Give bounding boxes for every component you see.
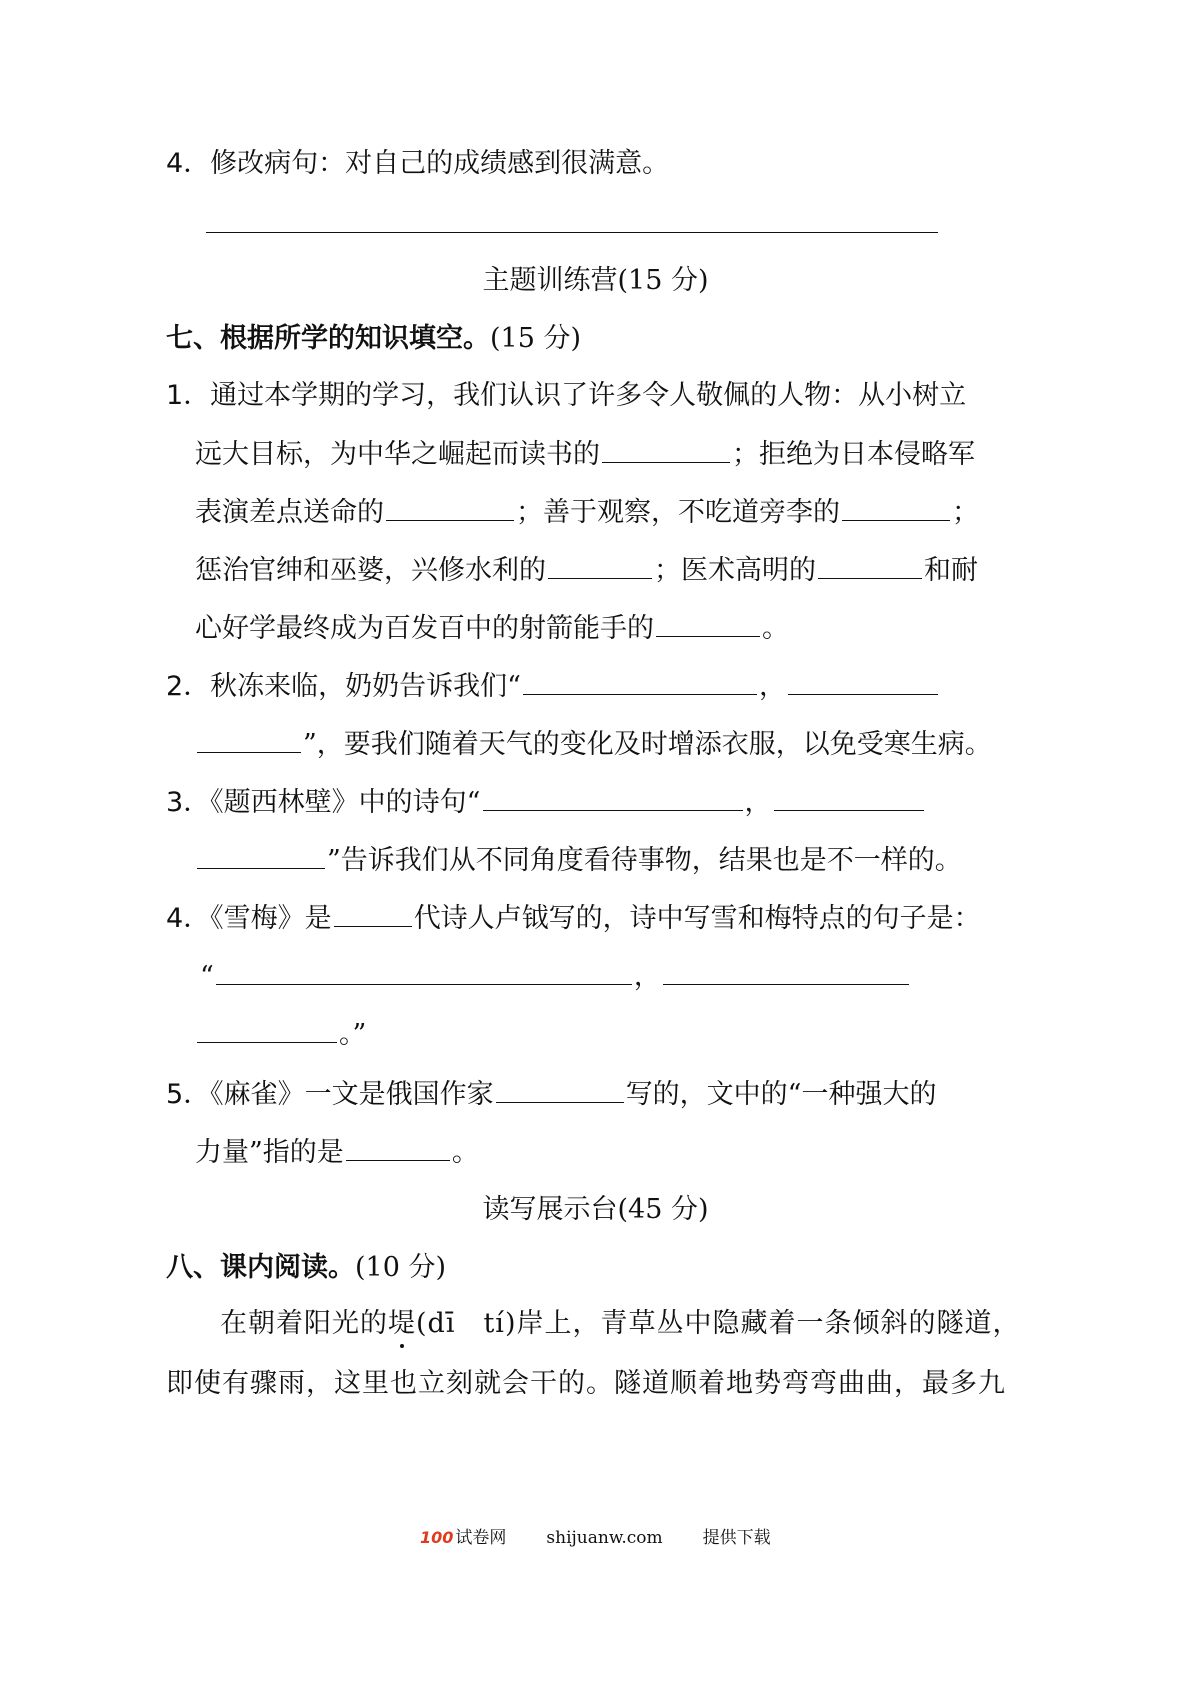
answer-blank[interactable] <box>548 552 652 579</box>
item-text: 。 <box>451 1137 479 1168</box>
q8-points: (10 分) <box>355 1252 447 1283</box>
dotted-character: 堤 <box>388 1306 416 1342</box>
item-text: ．通过本学期的学习，我们认识了许多令人敬佩的人物：从小树立 <box>183 380 967 411</box>
page-footer <box>420 1526 771 1550</box>
item-text: ．《题西林壁》中的诗句“ <box>183 787 481 818</box>
answer-blank[interactable] <box>334 900 412 927</box>
passage-line-2: 即使有骤雨，这里也立刻就会干的。隧道顺着地势弯弯曲曲，最多九 <box>166 1368 1006 1399</box>
item-number: 5 <box>166 1079 184 1110</box>
passage-text: 岸上，青草丛中隐藏着一条倾斜的隧道， <box>516 1308 1021 1339</box>
item-text: 。” <box>339 1019 367 1050</box>
item-number: 1 <box>166 380 184 411</box>
site-url[interactable]: shijuanw.com <box>546 1528 663 1548</box>
question-text: ．修改病句：对自己的成绩感到很满意。 <box>183 148 670 179</box>
q7-heading <box>166 321 581 357</box>
answer-blank[interactable] <box>818 552 922 579</box>
item-text: 远大目标，为中华之崛起而读书的 <box>195 439 600 470</box>
answer-blank[interactable] <box>346 1134 450 1161</box>
item-text: ．秋冻来临，奶奶告诉我们“ <box>183 671 521 702</box>
question-number: 4 <box>166 148 184 179</box>
item-text: 表演差点送命的 <box>195 497 384 528</box>
item-text: 。 <box>762 613 789 644</box>
answer-blank[interactable] <box>602 436 730 463</box>
site-logo: 100 <box>420 1528 454 1547</box>
q4-sick-sentence <box>166 146 669 182</box>
answer-blank[interactable] <box>197 726 301 753</box>
item-text: ”，要我们随着天气的变化及时增添衣服，以免受寒生病。 <box>303 729 992 760</box>
answer-blank[interactable] <box>788 668 938 695</box>
answer-blank[interactable] <box>483 784 743 811</box>
download-note: 提供下载 <box>702 1528 771 1548</box>
answer-blank[interactable] <box>663 958 909 985</box>
answer-blank[interactable] <box>386 494 514 521</box>
q8-heading <box>166 1250 446 1286</box>
q7-item-1-line-4 <box>195 552 978 589</box>
q7-heading-text: 七、根据所学的知识填空。 <box>166 323 490 354</box>
item-text: 代诗人卢钺写的，诗中写雪和梅特点的句子是： <box>413 903 981 934</box>
item-text: ， <box>744 787 772 818</box>
answer-blank[interactable] <box>197 1016 337 1043</box>
q7-item-4-line-2 <box>200 958 911 995</box>
item-text: ；医术高明的 <box>654 555 816 586</box>
q7-item-4-line-1 <box>166 900 981 937</box>
q7-item-1-line-2 <box>195 436 975 473</box>
item-text: ；拒绝为日本侵略军 <box>732 439 975 470</box>
q7-points: (15 分) <box>490 323 582 354</box>
answer-blank[interactable] <box>656 610 760 637</box>
item-text: “ <box>200 961 214 992</box>
item-text: 写的，文中的“一种强大的 <box>625 1079 937 1110</box>
q7-item-1-line-3 <box>195 494 979 531</box>
q7-item-2-line-2 <box>195 726 992 763</box>
answer-blank[interactable] <box>774 784 924 811</box>
item-text: ； <box>952 497 979 528</box>
q7-item-4-line-3 <box>195 1016 366 1053</box>
item-number: 2 <box>166 671 184 702</box>
item-text: 和耐 <box>924 555 978 586</box>
item-text: ， <box>759 671 786 702</box>
item-text: 心好学最终成为百发百中的射箭能手的 <box>195 613 654 644</box>
answer-blank[interactable] <box>197 842 325 869</box>
q7-item-1-line-5 <box>195 610 789 647</box>
answer-blank[interactable] <box>842 494 950 521</box>
item-text: 惩治官绅和巫婆，兴修水利的 <box>195 555 546 586</box>
item-text: ．《麻雀》一文是俄国作家 <box>183 1079 494 1110</box>
q7-item-3-line-2 <box>195 842 962 879</box>
item-text: ”告诉我们从不同角度看待事物，结果也是不一样的。 <box>327 845 962 876</box>
item-text: ．《雪梅》是 <box>183 903 332 934</box>
q7-item-3-line-1 <box>166 784 926 821</box>
section-title-theme: 主题训练营(15 分) <box>482 265 709 296</box>
answer-blank[interactable] <box>216 958 632 985</box>
answer-blank[interactable] <box>523 668 757 695</box>
q7-item-5-line-1 <box>166 1076 937 1113</box>
answer-blank[interactable] <box>496 1076 624 1103</box>
item-text: 力量”指的是 <box>195 1137 344 1168</box>
pinyin-options: (dī tí) <box>416 1308 517 1339</box>
item-number: 4 <box>166 903 184 934</box>
q7-item-1-line-1 <box>166 378 966 414</box>
answer-line[interactable] <box>206 232 938 233</box>
q7-item-2-line-1 <box>166 668 940 705</box>
passage-line-1 <box>220 1306 1020 1342</box>
section-title-read-write: 读写展示台(45 分) <box>482 1194 709 1225</box>
passage-text: 在朝着阳光的 <box>220 1308 388 1339</box>
item-number: 3 <box>166 787 184 818</box>
item-text: ；善于观察，不吃道旁李的 <box>516 497 840 528</box>
q7-item-5-line-2 <box>195 1134 479 1171</box>
item-text: ， <box>633 961 661 992</box>
site-name: 试卷网 <box>455 1528 507 1548</box>
q8-heading-text: 八、课内阅读。 <box>166 1252 355 1283</box>
